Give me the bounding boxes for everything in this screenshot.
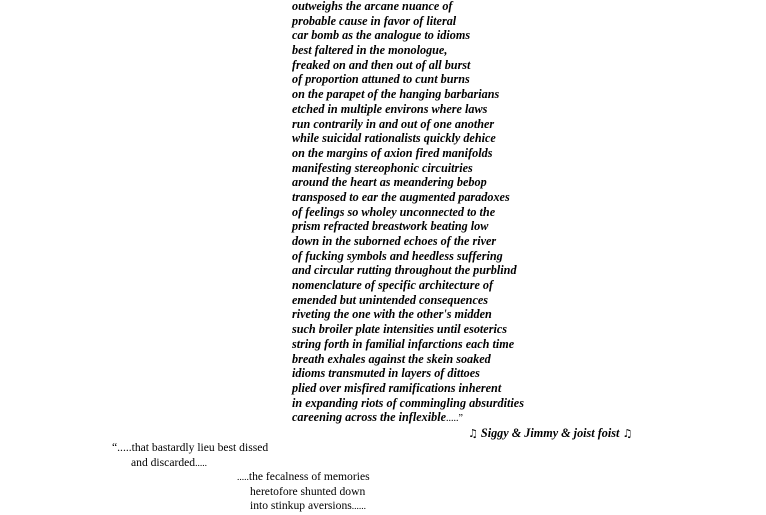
music-note-icon: ♫: [468, 427, 478, 440]
poem-line: idioms transmuted in layers of dittoes: [292, 366, 480, 381]
prose-line: [112, 456, 268, 471]
poem-line: etched in multiple environs where laws: [292, 101, 488, 116]
poem-line: of fucking symbols and heedless suffering: [292, 248, 503, 263]
prose-line-trail: .....: [195, 458, 207, 469]
poem-line: emended but unintended consequences: [292, 292, 489, 307]
prose-block-b: [237, 470, 370, 514]
poem-line: nomenclature of specific architecture of: [292, 278, 494, 293]
poem-line: and circular rutting throughout the purblind: [292, 263, 517, 278]
prose-line-trail: ......: [351, 502, 367, 513]
poem-line: car bomb as the analogue to idioms: [292, 28, 471, 43]
poem-line: string forth in familial infarctions each time: [292, 336, 515, 351]
poem-line: transposed to ear the augmented paradoxes: [292, 189, 510, 204]
poem-line: freaked on and then out of all burst: [292, 57, 471, 72]
prose-line-text: the fecalness of memories: [248, 470, 370, 483]
poem-line: run contrarily in and out of one another: [292, 116, 495, 131]
poem-line: prism refracted breastwork beating low: [292, 219, 489, 234]
poem-line: of feelings so wholey unconnected to the: [292, 204, 496, 219]
poem-line: plied over misfired ramifications inherent: [292, 380, 502, 395]
poem-line-trail: .....”: [446, 413, 463, 425]
poem-line: outweighs the arcane nuance of: [292, 0, 453, 13]
prose-line: heretofore shunted down: [250, 484, 366, 498]
poem-line: on the margins of axion fired manifolds: [292, 145, 493, 160]
poem-line: in expanding riots of commingling absurdities: [292, 395, 524, 410]
prose-line-text: and discarded: [131, 455, 196, 469]
poem-line: down in the suborned echoes of the river: [292, 234, 497, 248]
byline: [468, 426, 632, 441]
prose-line: [237, 470, 370, 485]
poem-line: while suicidal rationalists quickly dehice: [292, 131, 496, 146]
byline-text: Siggy & Jimmy & joist foist: [480, 426, 620, 440]
music-note-icon: ♫: [622, 427, 633, 440]
poem-line: breath exhales against the skein soaked: [292, 351, 491, 366]
poem-line: best faltered in the monologue,: [292, 43, 448, 58]
poem-line-text: careening across the inflexible: [292, 410, 447, 425]
poem-line: around the heart as meandering bebop: [292, 175, 487, 190]
prose-line: “.....that bastardly lieu best dissed: [112, 441, 269, 454]
poem-line: such broiler plate intensities until esoterics: [292, 322, 507, 337]
poem-line: riveting the one with the other's midden: [292, 307, 492, 322]
prose-block-a: [112, 441, 268, 470]
poem-line: probable cause in favor of literal: [292, 13, 457, 28]
poem-stanza: [292, 0, 524, 425]
prose-line-text: into stinkup aversions: [250, 499, 352, 513]
prose-line: [237, 499, 370, 514]
poem-line: manifesting stereophonic circuitries: [292, 160, 473, 175]
poem-line-last: [292, 410, 524, 425]
poem-line: on the parapet of the hanging barbarians: [292, 87, 500, 102]
prose-line-lead: .....: [237, 473, 249, 483]
poem-line: of proportion attuned to cunt burns: [292, 72, 470, 87]
